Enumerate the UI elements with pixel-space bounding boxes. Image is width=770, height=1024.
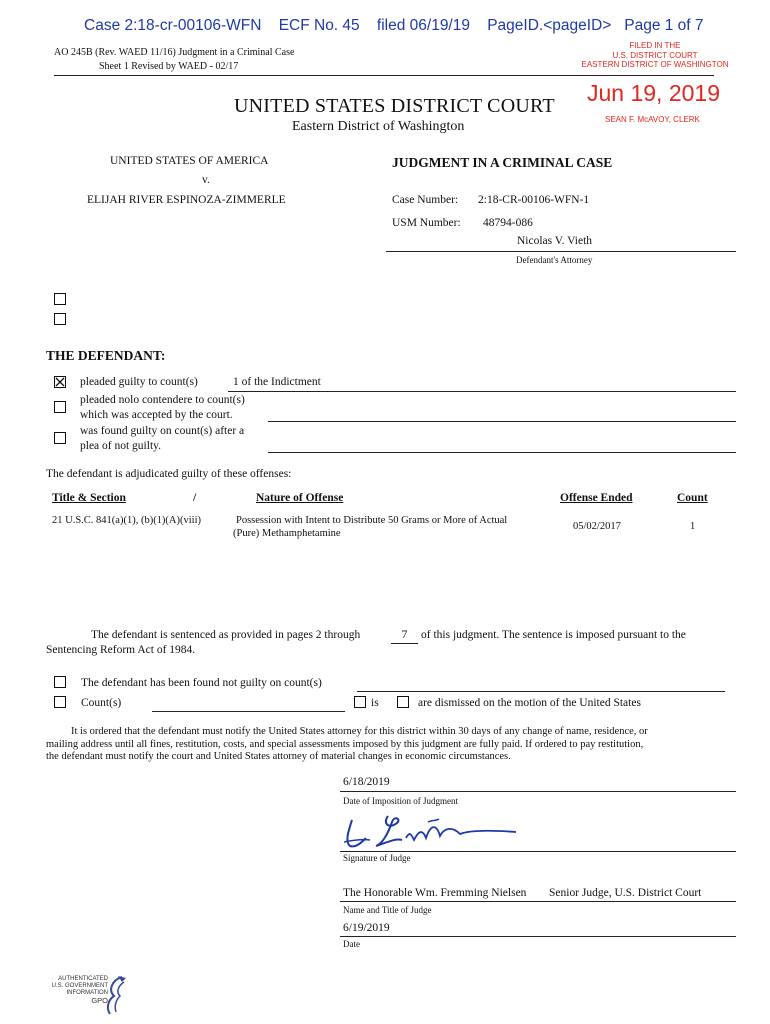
usm-label: USM Number:	[392, 217, 461, 229]
imposition-label: Date of Imposition of Judgment	[343, 796, 458, 806]
attorney-name: Nicolas V. Vieth	[517, 235, 593, 247]
judge-title: Senior Judge, U.S. District Court	[549, 887, 702, 899]
gpo-line-3: INFORMATION	[66, 989, 108, 996]
sentence-text-3: Sentencing Reform Act of 1984.	[46, 644, 196, 656]
page-id: PageID.<pageID>	[487, 17, 612, 34]
versus: v.	[202, 174, 210, 186]
offenses-intro: The defendant is adjudicated guilty of these offenses:	[46, 468, 292, 480]
found-guilty-rule	[268, 452, 736, 453]
not-guilty-label: The defendant has been found not guilty on count(s)	[81, 677, 322, 689]
pleaded-guilty-counts: 1 of the Indictment	[233, 376, 321, 388]
filed-stamp	[580, 41, 730, 70]
signature-date: 6/19/2019	[343, 922, 390, 934]
order-line-1: It is ordered that the defendant must notify the United States attorney for this district within 30 days of any change of name, residence, or	[71, 726, 648, 737]
nolo-label-1: pleaded nolo contendere to count(s)	[80, 394, 245, 406]
date-label: Date	[343, 939, 360, 949]
filed-stamp-date: Jun 19, 2019	[587, 80, 721, 106]
defendant-name: ELIJAH RIVER ESPINOZA-ZIMMERLE	[87, 194, 286, 206]
filed-date: filed 06/19/19	[376, 17, 470, 34]
pleaded-guilty-rule	[228, 391, 736, 392]
checkbox-pleaded-guilty[interactable]	[54, 376, 66, 388]
court-title: UNITED STATES DISTRICT COURT	[234, 95, 555, 117]
check-x-icon	[55, 377, 65, 387]
pleaded-guilty-label: pleaded guilty to count(s)	[80, 376, 198, 388]
case-number-label: Case Number:	[392, 194, 459, 206]
checkbox-are[interactable]	[397, 696, 409, 708]
checkbox-is[interactable]	[354, 696, 366, 708]
date-rule	[340, 936, 736, 937]
judge-name-label: Name and Title of Judge	[343, 905, 432, 915]
col-slash: /	[193, 492, 197, 504]
imposition-rule	[340, 791, 736, 792]
col-nature: Nature of Offense	[256, 492, 344, 504]
col-title-section: Title & Section	[52, 492, 126, 504]
are-dismissed-label: are dismissed on the motion of the United States	[418, 697, 641, 709]
gpo-line-4: GPO	[91, 996, 108, 1006]
case-header: Case 2:18-cr-00106-WFN	[84, 17, 262, 34]
checkbox-nolo-contendere[interactable]	[54, 401, 66, 413]
offense-title-section: 21 U.S.C. 841(a)(1), (b)(1)(A)(viii)	[52, 515, 202, 526]
order-paragraph	[46, 726, 736, 764]
offense-nature-1: Possession with Intent to Distribute 50 Grams or More of Actual	[236, 515, 508, 526]
attorney-label: Defendant's Attorney	[516, 255, 593, 265]
page-count: Page 1 of 7	[624, 17, 704, 34]
signature-rule	[340, 851, 736, 852]
offense-nature-2: (Pure) Methamphetamine	[233, 528, 341, 539]
order-line-2: mailing address until all fines, restitution, costs, and special assessments imposed by this judgment are fully paid. If ordered to pay restitution,	[46, 738, 644, 750]
order-line-3: the defendant must notify the court and United States attorney of material changes in economic circumstances.	[46, 751, 511, 762]
col-offense-ended: Offense Ended	[560, 492, 633, 504]
filed-court-text: U.S. DISTRICT COURT	[612, 50, 698, 60]
filing-header	[84, 17, 704, 35]
sentence-pages-rule	[391, 643, 418, 644]
judge-name: The Honorable Wm. Fremming Nielsen	[343, 887, 527, 899]
nolo-rule	[268, 421, 736, 422]
clerk-name: SEAN F. McAVOY, CLERK	[605, 115, 700, 124]
judge-signature-icon	[340, 812, 540, 852]
gpo-line-1: AUTHENTICATED	[58, 976, 108, 982]
checkbox-counts-dismissed[interactable]	[54, 696, 66, 708]
usm-number: 48794-086	[483, 217, 533, 229]
offense-ended-date: 05/02/2017	[573, 521, 621, 532]
plaintiff: UNITED STATES OF AMERICA	[110, 155, 269, 167]
found-guilty-label-2: plea of not guilty.	[80, 440, 162, 452]
ecf-number: ECF No. 45	[278, 17, 360, 34]
filed-district-text: EASTERN DISTRICT OF WASHINGTON	[581, 60, 729, 69]
judgment-title: JUDGMENT IN A CRIMINAL CASE	[392, 155, 613, 170]
signature-label: Signature of Judge	[343, 853, 411, 863]
court-district: Eastern District of Washington	[292, 119, 465, 134]
defendant-heading: THE DEFENDANT:	[46, 348, 166, 363]
offense-count: 1	[690, 521, 696, 532]
gpo-line-2: U.S. GOVERNMENT	[51, 982, 108, 989]
imposition-date: 6/18/2019	[343, 776, 390, 788]
checkbox-amended-1[interactable]	[54, 293, 66, 305]
case-number: 2:18-CR-00106-WFN-1	[478, 194, 590, 206]
counts-rule	[152, 711, 345, 712]
col-count: Count	[677, 492, 708, 504]
gpo-logo	[44, 976, 108, 1005]
counts-label: Count(s)	[81, 697, 122, 709]
checkbox-not-guilty[interactable]	[54, 676, 66, 688]
form-sheet: Sheet 1 Revised by WAED - 02/17	[99, 61, 239, 72]
gpo-eagle-icon	[100, 974, 128, 1016]
header-rule	[54, 75, 714, 76]
checkbox-found-guilty[interactable]	[54, 432, 66, 444]
filed-in-text: FILED IN THE	[629, 41, 681, 50]
not-guilty-rule	[357, 691, 725, 692]
nolo-label-2: which was accepted by the court.	[80, 409, 233, 421]
found-guilty-label-1: was found guilty on count(s) after a	[80, 425, 245, 437]
sentence-pages: 7	[401, 629, 408, 641]
judge-name-rule	[340, 901, 736, 902]
is-label: is	[371, 697, 379, 709]
sentence-text-2: of this judgment. The sentence is imposed pursuant to the	[421, 629, 686, 641]
attorney-rule	[386, 251, 736, 252]
sentence-text-1: The defendant is sentenced as provided in pages 2 through	[91, 629, 361, 641]
checkbox-amended-2[interactable]	[54, 313, 66, 325]
form-id: AO 245B (Rev. WAED 11/16) Judgment in a Criminal Case	[54, 47, 295, 58]
